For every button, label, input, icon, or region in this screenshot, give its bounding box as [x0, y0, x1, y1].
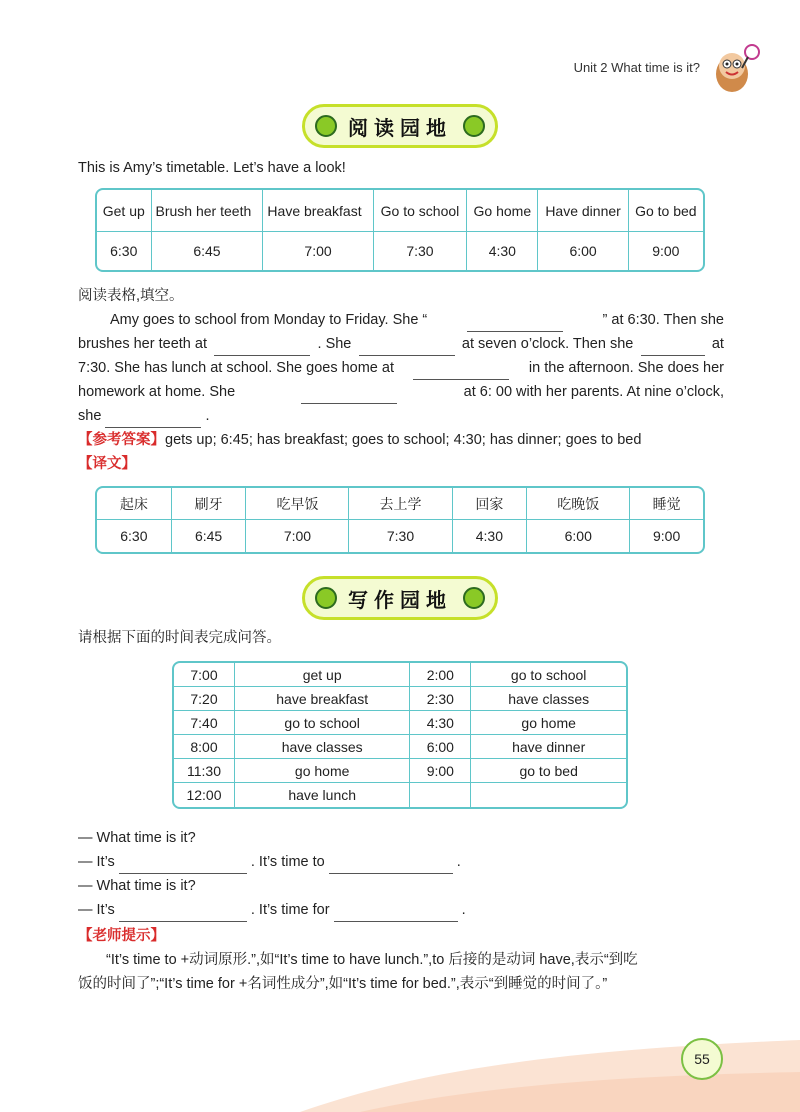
table-cell: have lunch: [235, 783, 410, 807]
answer-blank[interactable]: [214, 332, 310, 356]
table-cell: 6:00: [410, 735, 471, 759]
table-cell: 7:00: [174, 663, 235, 687]
answer-blank[interactable]: [641, 332, 705, 356]
table-cell: 9:00: [653, 528, 681, 544]
page-number: 55: [681, 1038, 723, 1080]
answer-2: — It’s . It’s time for .: [78, 898, 466, 922]
ball-icon: [315, 587, 337, 609]
table-cell: 睡觉: [630, 488, 703, 520]
amy-timetable-en: [95, 188, 705, 272]
passage-line-3: 7:30. She has lunch at school. She goes home at in the afternoon. She does her: [78, 356, 724, 380]
question-1: — What time is it?: [78, 830, 196, 846]
ball-icon: [463, 115, 485, 137]
schedule-table: [172, 661, 628, 809]
table-cell: [410, 783, 471, 807]
reading-banner-title: 阅读园地: [348, 117, 452, 140]
table-cell: 12:00: [174, 783, 235, 807]
reading-instruction: 阅读表格,填空。: [78, 288, 184, 304]
qa-block: [78, 826, 466, 922]
ball-icon: [315, 115, 337, 137]
answer-blank[interactable]: [359, 332, 455, 356]
writing-banner-title: 写作园地: [348, 589, 452, 612]
table-cell: go to school: [471, 663, 626, 687]
reading-passage: [78, 308, 724, 428]
table-cell: Go to bed: [629, 190, 703, 232]
answer-blank[interactable]: [413, 356, 509, 380]
reading-intro: This is Amy’s timetable. Let’s have a look!: [78, 160, 346, 176]
page-wave-decoration: [0, 1010, 800, 1112]
writing-instruction: 请根据下面的时间表完成问答。: [78, 630, 281, 646]
table-cell: Brush her teeth: [152, 190, 264, 232]
table-cell: 2:30: [410, 687, 471, 711]
table-cell: [471, 783, 626, 807]
table-cell: 9:00: [652, 243, 680, 259]
table-cell: go home: [471, 711, 626, 735]
table-cell: 9:00: [410, 759, 471, 783]
table-cell: Get up: [97, 190, 152, 232]
table-cell: 吃晚饭: [527, 488, 630, 520]
passage-line-2: brushes her teeth at . She at seven o’clock. Then she at: [78, 332, 724, 356]
table-cell: get up: [235, 663, 410, 687]
translation-label: 【译文】: [78, 456, 136, 472]
table-cell: 6:45: [152, 232, 264, 270]
answer-blank[interactable]: [334, 921, 458, 922]
table-cell: 6:30: [97, 520, 172, 552]
teacher-tip: [78, 948, 724, 996]
table-cell: 起床: [97, 488, 172, 520]
reading-banner: [302, 104, 498, 148]
table-cell: 8:00: [174, 735, 235, 759]
table-cell: 6:00: [538, 232, 628, 270]
table-cell: have dinner: [471, 735, 626, 759]
answer-blank[interactable]: [329, 873, 453, 874]
passage-line-5: she .: [78, 404, 724, 428]
table-cell: 6:00: [527, 520, 630, 552]
table-cell: Go to school: [374, 190, 468, 232]
table-cell: have classes: [471, 687, 626, 711]
table-cell: Go home: [467, 190, 538, 232]
table-cell: 7:40: [174, 711, 235, 735]
table-cell: have breakfast: [235, 687, 410, 711]
answer-blank[interactable]: [467, 308, 563, 332]
tip-line-2: 饭的时间了”;“It’s time for +名词性成分”,如“It’s time for bed.”,表示“到睡觉的时间了。”: [78, 976, 608, 992]
table-cell: 7:20: [174, 687, 235, 711]
answer-label: 【参考答案】: [78, 432, 165, 448]
table-cell: 回家: [453, 488, 528, 520]
table-cell: 4:30: [467, 232, 538, 270]
table-cell: 4:30: [453, 520, 528, 552]
table-cell: 7:00: [263, 232, 373, 270]
ball-icon: [463, 587, 485, 609]
table-cell: 去上学: [349, 488, 452, 520]
table-cell: go home: [235, 759, 410, 783]
tip-line-1: “It’s time to +动词原形.”,如“It’s time to have lunch.”,to 后接的是动词 have,表示“到吃: [106, 952, 638, 968]
table-cell: 6:30: [97, 232, 152, 270]
table-cell: Have breakfast: [263, 190, 373, 232]
table-cell: 2:00: [410, 663, 471, 687]
question-2: — What time is it?: [78, 878, 196, 894]
teacher-tip-label: 【老师提示】: [78, 928, 165, 944]
answer-1: — It’s . It’s time to .: [78, 850, 466, 874]
answer-blank[interactable]: [301, 380, 397, 404]
amy-timetable-cn: [95, 486, 705, 554]
table-cell: 7:30: [374, 232, 468, 270]
passage-line-4: homework at home. She at 6: 00 with her parents. At nine o’clock,: [78, 380, 724, 404]
table-cell: 6:45: [172, 520, 247, 552]
table-cell: 吃早饭: [246, 488, 349, 520]
passage-line-1: Amy goes to school from Monday to Friday. She “ ” at 6:30. Then she: [78, 308, 724, 332]
mascot-icon: [708, 42, 762, 96]
table-cell: 7:30: [349, 520, 452, 552]
table-cell: 刷牙: [172, 488, 247, 520]
unit-header: Unit 2 What time is it?: [573, 60, 700, 75]
writing-banner: [302, 576, 498, 620]
table-cell: Have dinner: [538, 190, 628, 232]
reference-answer: [78, 428, 641, 452]
table-cell: 11:30: [174, 759, 235, 783]
table-cell: go to bed: [471, 759, 626, 783]
answer-blank[interactable]: [119, 921, 247, 922]
table-cell: have classes: [235, 735, 410, 759]
table-cell: go to school: [235, 711, 410, 735]
table-cell: 4:30: [410, 711, 471, 735]
table-cell: 7:00: [246, 520, 349, 552]
answer-text: gets up; 6:45; has breakfast; goes to school; 4:30; has dinner; goes to bed: [165, 432, 642, 448]
